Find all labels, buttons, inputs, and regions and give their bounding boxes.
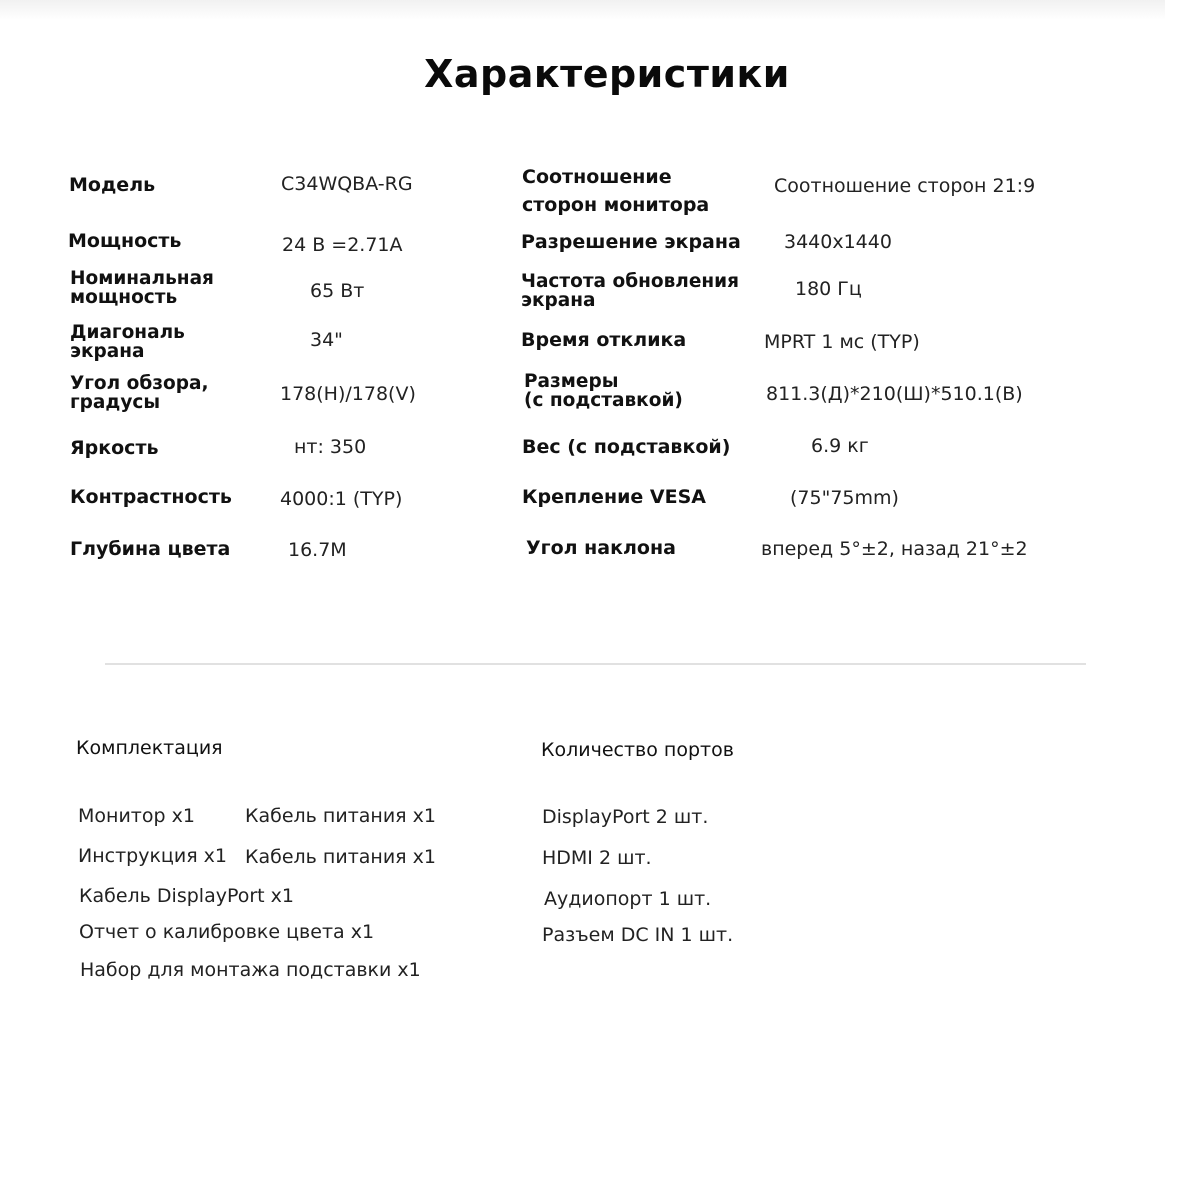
ports-heading: Количество портов (541, 739, 734, 761)
spec-value-power: 24 В =2.71A (282, 234, 403, 256)
spec-value-diagonal: 34" (310, 329, 343, 351)
spec-label-diagonal: Диагональ экрана (70, 322, 185, 362)
spec-label-viewing-angle: Угол обзора, градусы (70, 373, 209, 413)
section-divider (105, 663, 1086, 665)
spec-value-vesa: (75"75mm) (790, 487, 899, 509)
spec-label-model: Модель (69, 174, 156, 196)
spec-value-response-time: MPRT 1 мс (TYP) (764, 331, 920, 353)
spec-label-resolution: Разрешение экрана (521, 231, 741, 253)
package-item: Отчет о калибровке цвета x1 (79, 921, 375, 943)
spec-label-power: Мощность (68, 230, 182, 252)
spec-label-aspect-ratio: Соотношение сторон монитора (522, 166, 710, 216)
spec-value-contrast: 4000:1 (TYP) (280, 488, 403, 510)
spec-value-refresh-rate: 180 Гц (795, 278, 862, 300)
spec-label-brightness: Яркость (70, 437, 159, 459)
package-heading: Комплектация (76, 737, 223, 759)
spec-value-dimensions: 811.3(Д)*210(Ш)*510.1(В) (766, 383, 1023, 405)
port-item: DisplayPort 2 шт. (542, 806, 709, 828)
package-item: Кабель питания x1 (245, 805, 436, 827)
spec-value-weight: 6.9 кг (811, 435, 869, 457)
spec-label-rated-power: Номинальная мощность (70, 268, 214, 308)
package-item: Кабель питания x1 (245, 846, 436, 868)
spec-label-tilt: Угол наклона (526, 537, 676, 559)
port-item: Аудиопорт 1 шт. (544, 888, 712, 910)
spec-value-aspect-ratio: Соотношение сторон 21:9 (774, 175, 1036, 197)
port-item: Разъем DC IN 1 шт. (542, 924, 734, 946)
spec-value-color-depth: 16.7M (288, 539, 347, 561)
package-item: Набор для монтажа подставки x1 (80, 959, 421, 981)
spec-label-refresh-rate: Частота обновления экрана (521, 271, 740, 311)
top-shadow (0, 0, 1165, 20)
spec-value-tilt: вперед 5°±2, назад 21°±2 (761, 538, 1028, 560)
spec-value-viewing-angle: 178(H)/178(V) (280, 383, 416, 405)
spec-value-resolution: 3440x1440 (784, 231, 892, 253)
spec-value-brightness: нт: 350 (294, 436, 367, 458)
spec-value-model: C34WQBA-RG (281, 173, 413, 195)
spec-value-rated-power: 65 Вт (310, 280, 365, 302)
spec-label-weight: Вес (с подставкой) (522, 436, 731, 458)
spec-label-vesa: Крепление VESA (522, 486, 706, 508)
port-item: HDMI 2 шт. (542, 847, 652, 869)
spec-label-dimensions: Размеры (с подставкой) (524, 371, 683, 411)
spec-label-color-depth: Глубина цвета (70, 538, 231, 560)
package-item: Кабель DisplayPort x1 (79, 885, 294, 907)
spec-label-response-time: Время отклика (521, 329, 687, 351)
package-item: Монитор x1 (78, 805, 195, 827)
package-item: Инструкция x1 (78, 845, 228, 867)
page-title: Характеристики (424, 52, 790, 96)
spec-label-contrast: Контрастность (70, 486, 232, 508)
